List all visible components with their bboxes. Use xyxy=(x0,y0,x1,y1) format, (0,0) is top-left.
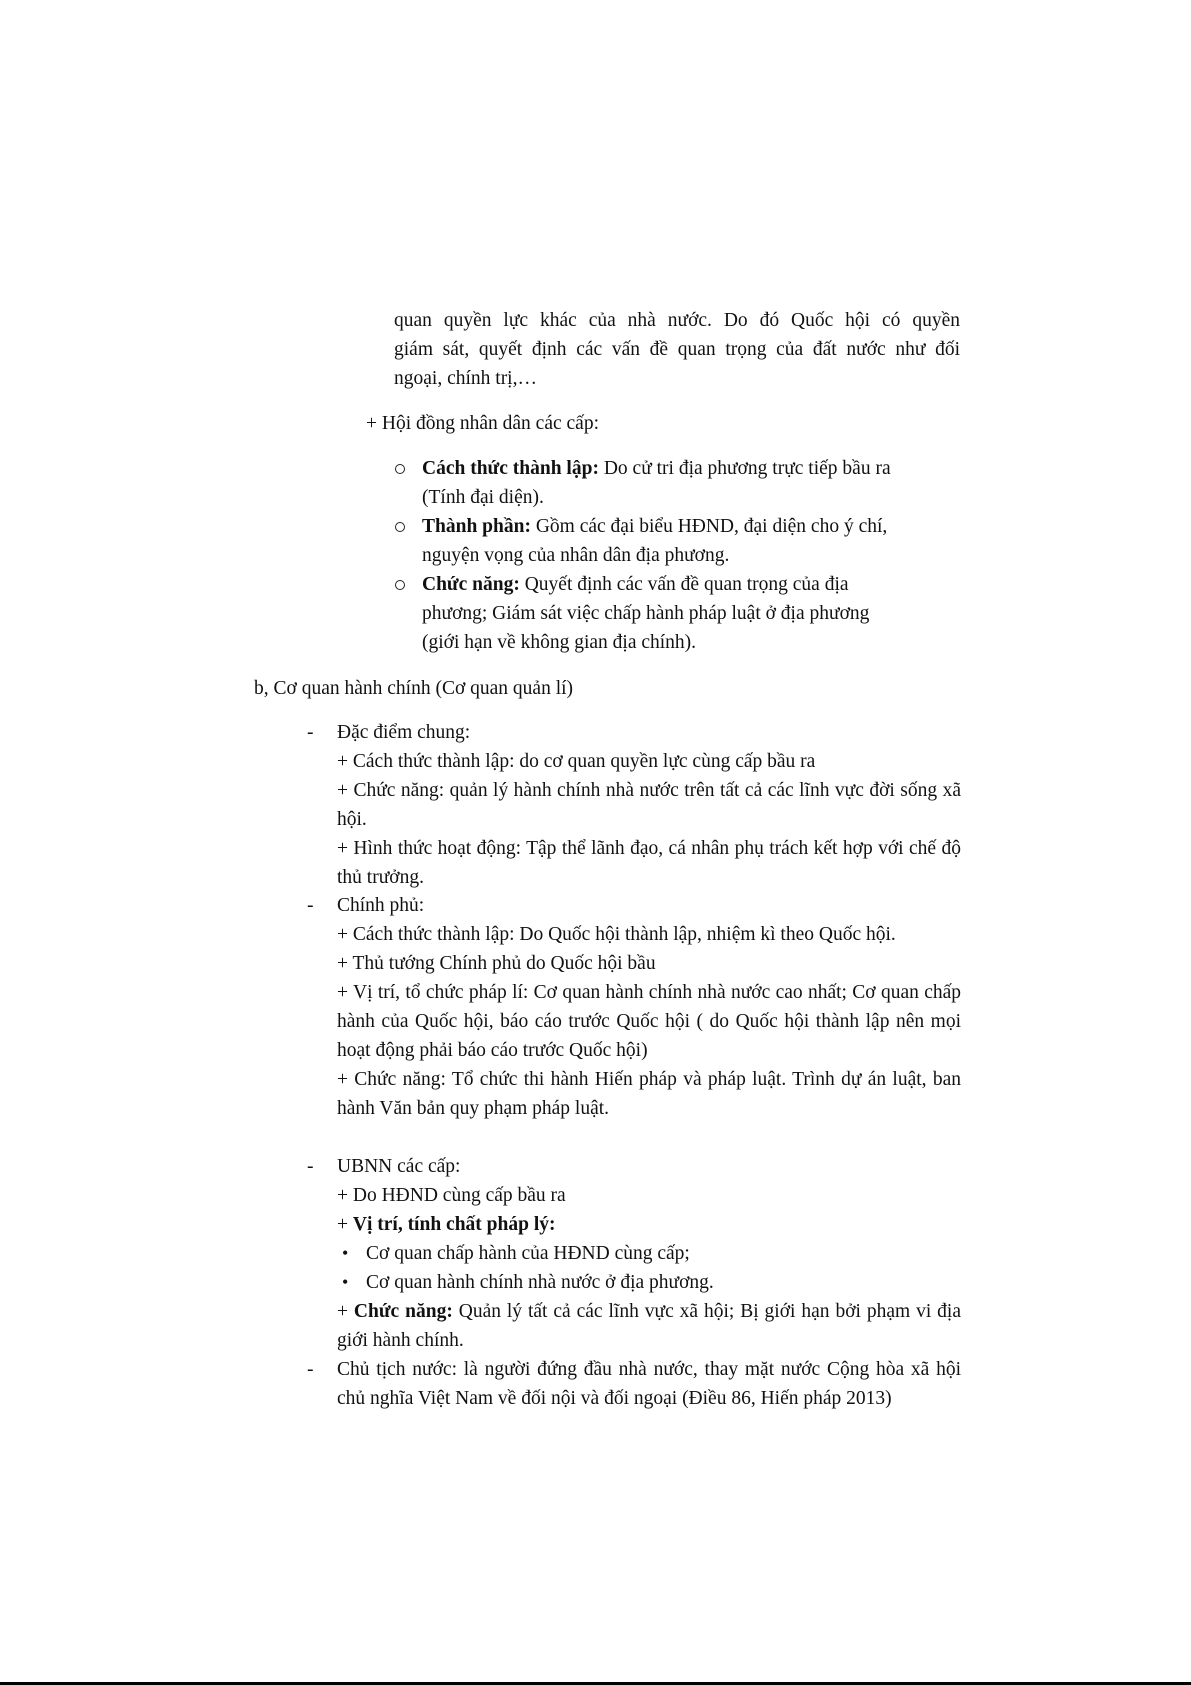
hdnd-item-establishment: Cách thức thành lập: Do cử tri địa phương trực tiếp bầu ra (Tính đại diện). xyxy=(422,454,962,512)
general-features-item: + Hình thức hoạt động: Tập thể lãnh đạo, cá nhân phụ trách kết hợp với chế độ thủ trưởng. xyxy=(337,838,961,888)
government-item: + Thủ tướng Chính phủ do Quốc hội bầu xyxy=(337,953,656,974)
president-section xyxy=(307,1355,961,1413)
circle-bullet-icon xyxy=(395,464,405,474)
circle-bullet-icon xyxy=(395,580,405,590)
general-features-item: + Chức năng: quản lý hành chính nhà nước trên tất cả các lĩnh vực đời sống xã hội. xyxy=(337,780,961,830)
ubnn-bullet: • Cơ quan hành chính nhà nước ở địa phương. xyxy=(337,1268,961,1297)
government-item: + Chức năng: Tổ chức thi hành Hiến pháp và pháp luật. Trình dự án luật, ban hành Văn bản quy phạm pháp luật. xyxy=(337,1069,961,1119)
section-b-title: b, Cơ quan hành chính (Cơ quan quản lí) xyxy=(254,678,574,699)
hdnd-item-composition: Thành phần: Gồm các đại biểu HĐND, đại diện cho ý chí, nguyện vọng của nhân dân địa phương. xyxy=(422,512,962,570)
government-item: + Vị trí, tổ chức pháp lí: Cơ quan hành chính nhà nước cao nhất; Cơ quan chấp hành của Quốc hội, báo cáo trước Quốc hội ( do Quốc hội thành lập nên mọi hoạt động phải báo cáo trước Quốc hội) xyxy=(337,982,961,1061)
government-item: + Cách thức thành lập: Do Quốc hội thành lập, nhiệm kì theo Quốc hội. xyxy=(337,924,896,945)
intro-line-2: giám sát, quyết định các vấn đề quan trọng của đất nước như đối xyxy=(394,339,960,360)
dot-bullet-icon: • xyxy=(342,1272,349,1292)
ubnn-title: UBNN các cấp: xyxy=(337,1156,461,1177)
ubnn-item: + Do HĐND cùng cấp bầu ra xyxy=(337,1185,566,1206)
dash-bullet: - xyxy=(307,1156,314,1177)
president-text: Chủ tịch nước: là người đứng đầu nhà nước, thay mặt nước Cộng hòa xã hội chủ nghĩa Việt Nam về đối nội và đối ngoại (Điều 86, Hiến pháp 2013) xyxy=(337,1359,961,1409)
dot-bullet-icon: • xyxy=(342,1243,349,1263)
general-features xyxy=(307,718,961,892)
ubnn-bullet: • Cơ quan chấp hành của HĐND cùng cấp; xyxy=(337,1239,961,1268)
ubnn-item: + Chức năng: Quản lý tất cả các lĩnh vực xã hội; Bị giới hạn bởi phạm vi địa giới hành chính. xyxy=(337,1301,961,1351)
circle-bullet-icon xyxy=(395,522,405,532)
ubnn-section xyxy=(307,1152,961,1355)
dash-bullet: - xyxy=(307,1359,314,1380)
intro-paragraph xyxy=(394,306,960,393)
dash-bullet: - xyxy=(307,895,314,916)
government-section xyxy=(307,891,961,1123)
general-features-item: + Cách thức thành lập: do cơ quan quyền lực cùng cấp bầu ra xyxy=(337,751,816,772)
hdnd-item-function: Chức năng: Quyết định các vấn đề quan trọng của địa phương; Giám sát việc chấp hành pháp luật ở địa phương (giới hạn về không gian địa chính). xyxy=(422,570,962,657)
hdnd-heading: + Hội đồng nhân dân các cấp: xyxy=(366,413,600,434)
government-title: Chính phủ: xyxy=(337,895,425,916)
intro-line-1: quan quyền lực khác của nhà nước. Do đó Quốc hội có quyền xyxy=(394,310,960,331)
general-features-title: Đặc điểm chung: xyxy=(337,722,471,743)
dash-bullet: - xyxy=(307,722,314,743)
ubnn-item: + Vị trí, tính chất pháp lý: xyxy=(337,1214,556,1235)
hdnd-list xyxy=(422,454,962,657)
intro-line-3: ngoại, chính trị,… xyxy=(394,368,537,389)
